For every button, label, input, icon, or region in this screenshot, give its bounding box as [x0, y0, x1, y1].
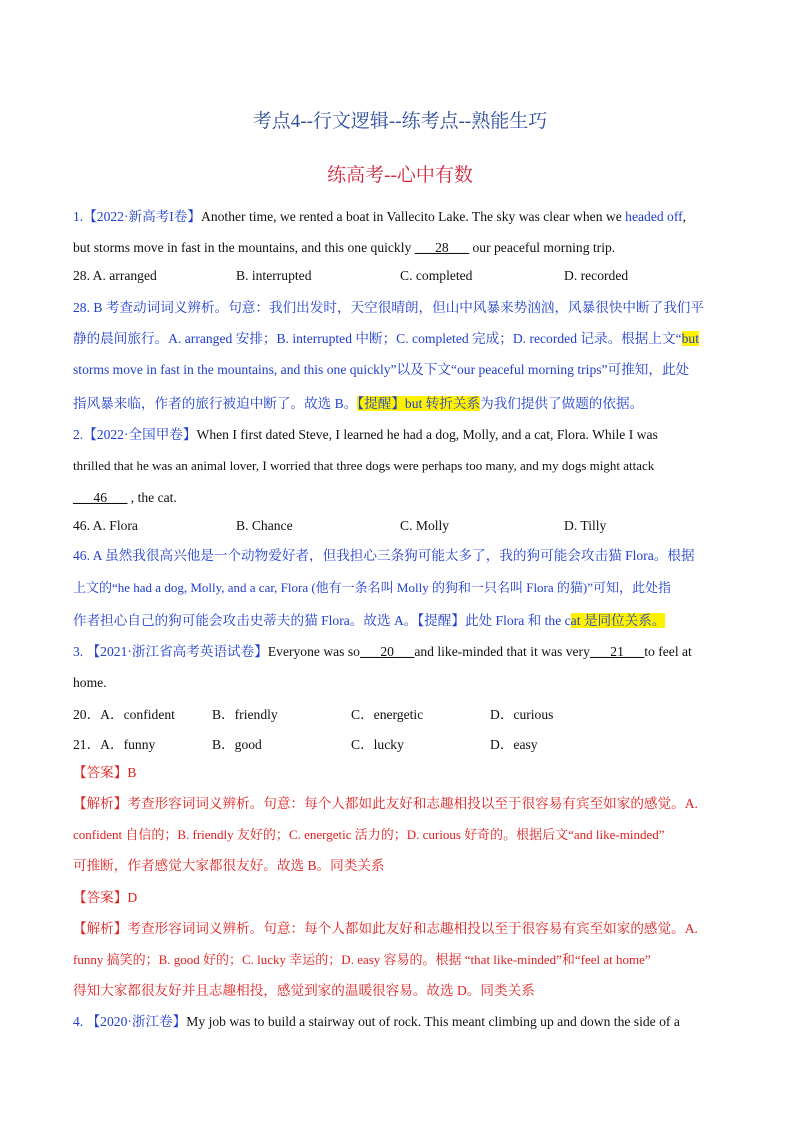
- q1-explanation-4-a: 指风暴来临，作者的旅行被迫中断了。故选 B。: [73, 396, 358, 411]
- q1-tag: 1.【2022·新高考I卷】: [73, 209, 201, 224]
- q3-answer-20: 【答案】B: [73, 765, 137, 780]
- q3-line2: home.: [73, 675, 107, 690]
- q2-explanation-1: 46. A 虽然我很高兴他是一个动物爱好者，但我担心三条狗可能太多了，我的狗可能会攻击猫 Flora。根据: [73, 548, 695, 563]
- q1-explanation-3: storms move in fast in the mountains, and this one quickly”以及下文“our peaceful morning trips”可推知，此处: [73, 362, 690, 377]
- q3-analysis-21-3: 得知大家都很友好并且志趣相投，感觉到家的温暖很容易。故选 D。同类关系: [73, 983, 535, 998]
- q2-option-c: C. Molly: [400, 518, 450, 533]
- q2-explanation-3: [73, 611, 733, 631]
- q2-line3: [73, 488, 733, 508]
- q1-explanation-2-highlight: but: [681, 331, 699, 346]
- q3-option20-c: C．energetic: [351, 707, 424, 722]
- q3-line1-a: Everyone was so: [267, 644, 360, 659]
- q1-option-a: 28. A. arranged: [73, 268, 157, 283]
- q3-option20-b: B．friendly: [212, 707, 278, 722]
- q2-blank: ___46___: [73, 490, 128, 505]
- q4-text: My job was to build a stairway out of rock. This meant climbing up and down the side of a: [186, 1014, 680, 1029]
- q2-tag: 2.【2022·全国甲卷】: [73, 427, 197, 442]
- q1-explanation-4-b: 为我们提供了做题的依据。: [480, 396, 644, 411]
- q2-explanation-2: 上文的“he had a dog, Molly, and a car, Flora (他有一条名叫 Molly 的狗和一只名叫 Flora 的猫)”可知，此处指: [73, 580, 672, 595]
- q1-option-d: D. recorded: [564, 268, 629, 283]
- q1-line2-b: our peaceful morning trip.: [469, 240, 616, 255]
- q3-option21-d: D．easy: [490, 737, 538, 752]
- q3-analysis-21-1: 【解析】考查形容词词义辨析。句意：每个人都如此友好和志趣相投以至于很容易有宾至如家的感觉。A.: [73, 921, 698, 936]
- q1-explanation-1: 28. B 考查动词词义辨析。句意：我们出发时，天空很晴朗，但山中风暴来势汹汹，风暴很快中断了我们平: [73, 300, 704, 315]
- q3-option20-a: 20．A．confident: [73, 707, 175, 722]
- q3-analysis-21-2: funny 搞笑的；B. good 好的；C. lucky 幸运的；D. easy 容易的。根据 “that like-minded”和“feel at home”: [73, 952, 651, 967]
- q3-analysis-20-3: 可推断，作者感觉大家都很友好。故选 B。同类关系: [73, 858, 385, 873]
- q3-line1-c: to feel at: [644, 644, 692, 659]
- q3-option21-b: B．good: [212, 737, 262, 752]
- q2-option-d: D. Tilly: [564, 518, 607, 533]
- q1-text-b: headed off: [625, 209, 683, 224]
- q4-line1: [73, 1012, 733, 1032]
- q3-tag: 3. 【2021·浙江省高考英语试卷】: [73, 644, 268, 659]
- q1-explanation-2: [73, 329, 733, 349]
- q2-line1-text: When I first dated Steve, I learned he had a dog, Molly, and a cat, Flora. While I was: [196, 427, 658, 442]
- q1-blank: ___28___: [414, 240, 470, 255]
- q2-explanation-3-text: 作者担心自己的狗可能会攻击史蒂夫的猫 Flora。故选 A。【提醒】此处 Flora 和 the c: [73, 613, 571, 628]
- q2-option-b: B. Chance: [236, 518, 293, 533]
- q3-line1-b: and like-minded that it was very: [414, 644, 590, 659]
- q1-explanation-2-text: 静的晨间旅行。A. arranged 安排；B. interrupted 中断；C. completed 完成；D. recorded 记录。根据上文“: [73, 331, 682, 346]
- q3-analysis-20-2: confident 自信的；B. friendly 友好的；C. energetic 活力的；D. curious 好奇的。根据后文“and like-minded”: [73, 827, 665, 842]
- q3-line1: [73, 642, 733, 662]
- q2-line3-b: , the cat.: [127, 490, 177, 505]
- q3-option21-a: 21．A．funny: [73, 737, 156, 752]
- q1-explanation-4-highlight: 【提醒】but 转折关系: [357, 396, 481, 411]
- page-title: 考点4--行文逻辑--练考点--熟能生巧: [252, 111, 548, 132]
- q3-answer-21: 【答案】D: [73, 890, 138, 905]
- q2-option-a: 46. A. Flora: [73, 518, 138, 533]
- q1-line2: [73, 238, 733, 258]
- q1-text-c: ,: [682, 209, 687, 224]
- q3-blank-21: ___21___: [589, 644, 645, 659]
- q1-line2-a: but storms move in fast in the mountains, and this one quickly: [73, 240, 415, 255]
- q2-line1: [73, 425, 733, 445]
- q2-explanation-3-highlight: at 是同位关系。: [570, 613, 666, 628]
- q3-analysis-20-1: 【解析】考查形容词词义辨析。句意：每个人都如此友好和志趣相投以至于很容易有宾至如家的感觉。A.: [73, 796, 698, 811]
- q2-line2: thrilled that he was an animal lover, I worried that three dogs were perhaps too many, and my dogs might attack: [73, 458, 655, 473]
- q1-line1: [73, 207, 733, 227]
- q1-option-c: C. completed: [400, 268, 473, 283]
- q1-option-b: B. interrupted: [236, 268, 312, 283]
- q3-option20-d: D．curious: [490, 707, 554, 722]
- q1-text-a: Another time, we rented a boat in Vallecito Lake. The sky was clear when we: [201, 209, 626, 224]
- page-subtitle: 练高考--心中有数: [327, 165, 473, 186]
- q3-option21-c: C．lucky: [351, 737, 404, 752]
- q4-tag: 4. 【2020·浙江卷】: [73, 1014, 187, 1029]
- q1-explanation-4: [73, 394, 733, 414]
- q3-blank-20: ___20___: [359, 644, 415, 659]
